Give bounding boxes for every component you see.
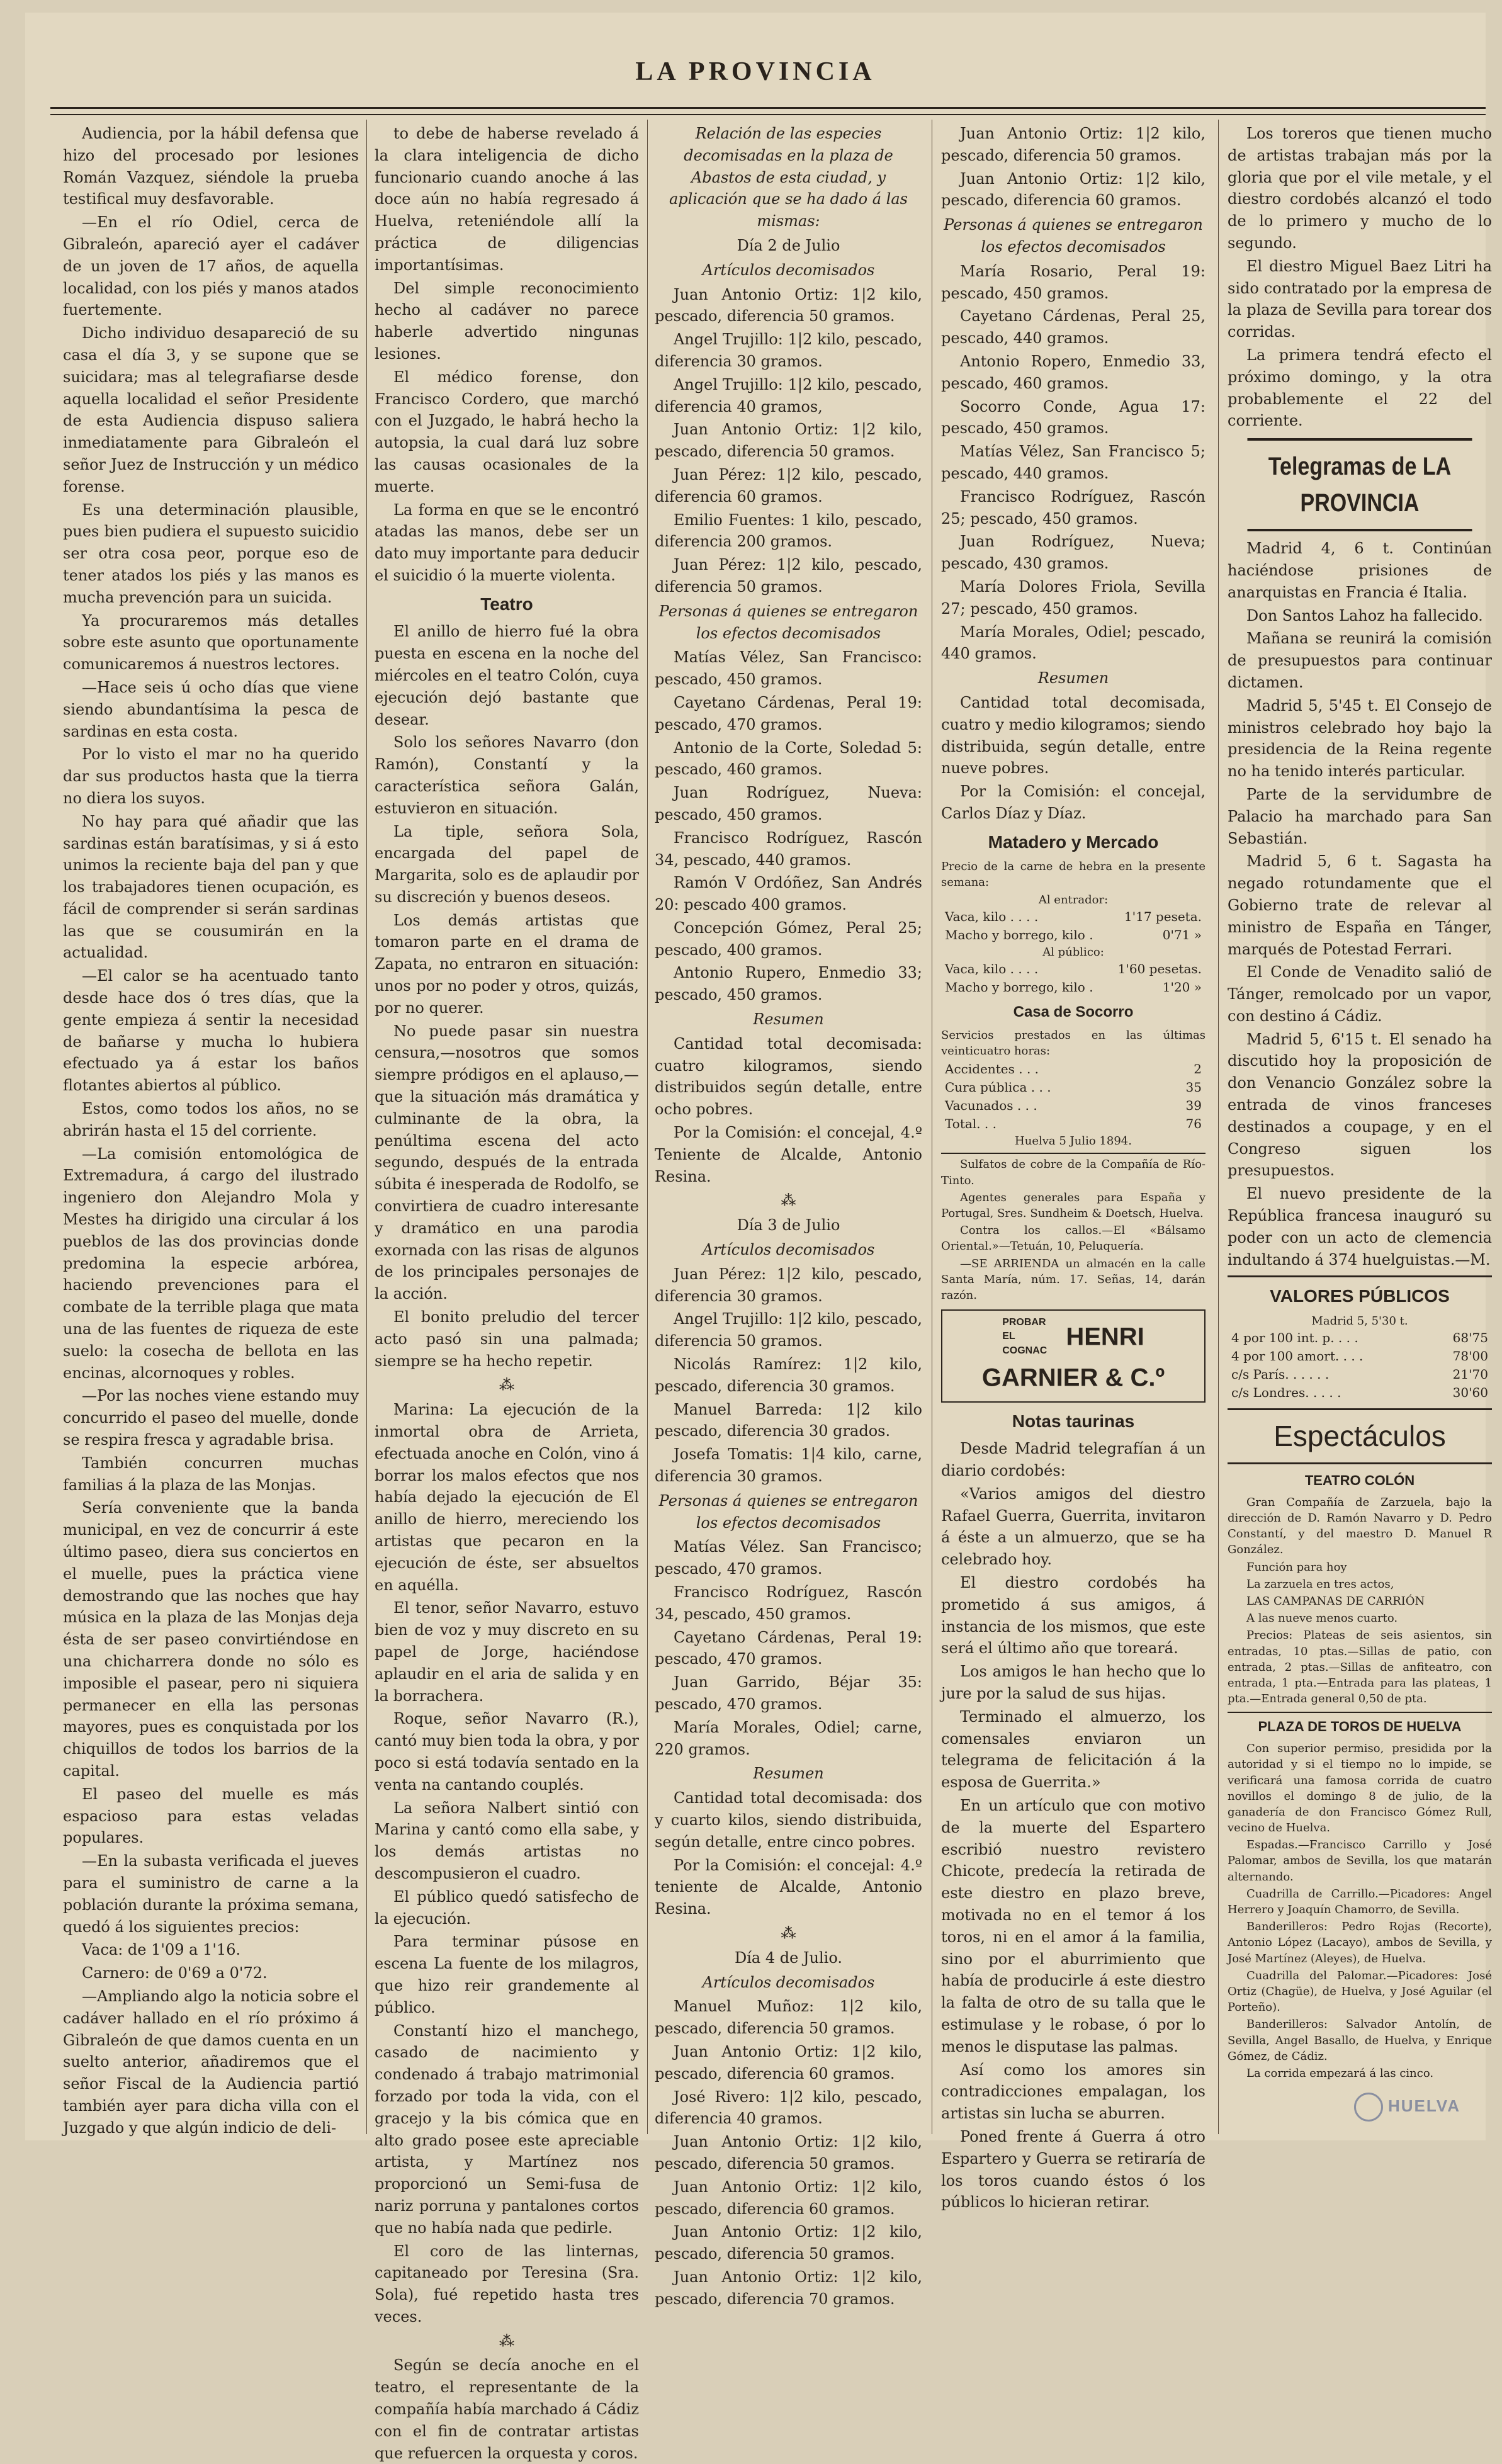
resumen-heading: Resumen xyxy=(753,1010,824,1029)
paragraph: Para terminar púsose en escena La fuente de los milagros, que hizo reir grandemente al público. xyxy=(375,1933,639,2016)
paragraph: Los toreros que tienen mucho de artistas trabajan más por la gloria que por el vile metale, y el diestro cordobés alcanzó el todo de lo primero y mucho de lo segundo. xyxy=(1228,125,1492,252)
table-cell: 1'60 pesetas. xyxy=(1117,961,1202,977)
decomisos-intro: Relación de las especies decomisadas en la plaza de Abastos de esta ciudad, y aplicación que se ha dado á las mismas: xyxy=(669,125,908,230)
paragraph: Angel Trujillo: 1|2 kilo, pescado, diferencia 50 gramos. xyxy=(655,1310,922,1350)
paragraph: Antonio de la Corte, Soledad 5: pescado, 460 gramos. xyxy=(655,738,922,779)
column-5 xyxy=(1228,123,1492,2125)
stamp-text: HUELVA xyxy=(1387,2096,1460,2115)
table-row xyxy=(1228,1384,1492,1402)
paragraph: Josefa Tomatis: 1|4 kilo, carne, diferencia 30 gramos. xyxy=(655,1445,922,1486)
table-cell: 35 xyxy=(1185,1080,1202,1095)
matadero-intro: Precio de la carne de hebra en la presente semana: xyxy=(941,860,1206,890)
paragraph: Concepción Gómez, Peral 25; pescado, 400 gramos. xyxy=(655,918,922,959)
separator-stars: ⁂ xyxy=(499,2332,514,2350)
paragraph: Juan Pérez: 1|2 kilo, pescado, diferencia 50 gramos. xyxy=(655,556,922,596)
valores-heading: VALORES PÚBLICOS xyxy=(1228,1275,1492,1309)
paragraph: Francisco Rodríguez, Rascón 25; pescado, 450 gramos. xyxy=(941,487,1206,528)
notas-taurinas xyxy=(941,1438,1206,2213)
paragraph: Con superior permiso, presidida por la autoridad y si el tiempo no lo impide, se verificará una famosa corrida de cuatro novillos el domingo 8 de julio, de la ganadería de don Francisco Gómez Rull, vecino de Huelva. xyxy=(1228,1742,1492,1835)
paragraph: El bonito preludio del tercer acto pasó sin una palmada; siempre se ha hecho repetir. xyxy=(375,1308,639,1370)
table-cell: 4 por 100 amort. . . . xyxy=(1231,1348,1364,1364)
paragraph: Juan Antonio Ortiz: 1|2 kilo, pescado, diferencia 50 gramos. xyxy=(655,285,922,325)
paragraph: Vaca: de 1'09 a 1'16. xyxy=(82,1941,241,1959)
matadero-heading: Matadero y Mercado xyxy=(988,832,1159,852)
paragraph: Los demás artistas que tomaron parte en el drama de Zapata, no entraron en situación: unos por no poder y otros, quizás, por no querer. xyxy=(375,911,639,1017)
paragraph: —SE ARRIENDA un almacén en la calle Santa María, núm. 17. Señas, 14, darán razón. xyxy=(941,1257,1206,1302)
plaza-lines xyxy=(1228,1741,1492,2081)
toreros-notes xyxy=(1228,123,1492,432)
matadero-table-entrador xyxy=(941,908,1206,944)
espectaculos-heading: Espectáculos xyxy=(1228,1408,1492,1464)
paragraph: Juan Rodríguez, Nueva; pescado, 430 gramos. xyxy=(941,533,1206,573)
day-heading: Día 2 de Julio xyxy=(737,236,840,254)
paragraph: María Morales, Odiel; carne, 220 gramos. xyxy=(655,1718,922,1758)
day2-persons xyxy=(655,647,922,1006)
paragraph: María Rosario, Peral 19: pescado, 450 gramos. xyxy=(941,262,1206,302)
comision-text: Por la Comisión: el concejal, 4.º Teniente de Alcalde, Antonio Resina. xyxy=(655,1124,922,1185)
table-cell: 2 xyxy=(1194,1061,1202,1077)
paragraph: La señora Nalbert sintió con Marina y cantó como ella sabe, y los demás artistas no descompusieron el cuadro. xyxy=(375,1799,639,1882)
paragraph: —Ampliando algo la noticia sobre el cadáver hallado en el río próximo á Gibraleón de que damos cuenta en un suelto anterior, añadiremos que el señor Fiscal de la Audiencia partió también ayer para dicha villa con el Juzgado y que algún indicio de deli- xyxy=(63,1987,359,2137)
paragraph: Constantí hizo el manchego, casado de nacimiento y condenado á trabajo matrimonial forzado por toda la vida, con el gracejo y la bis cómica que en alto grado posee este apreciable artista, y Martínez nos proporcionó un Semi-fusa de nariz porruna y pantalones cortos que no había nada que pedirle. xyxy=(375,2021,639,2237)
paragraph: Juan Antonio Ortiz: 1|2 kilo, pescado, diferencia 60 gramos. xyxy=(655,2042,922,2083)
compania-note xyxy=(375,2354,639,2464)
column-3 xyxy=(655,123,922,2308)
notas-heading: Notas taurinas xyxy=(1012,1411,1135,1431)
resumen-heading: Resumen xyxy=(753,1765,824,1783)
table-cell: Cura pública . . . xyxy=(945,1080,1051,1095)
socorro-heading: Casa de Socorro xyxy=(1013,1003,1134,1021)
day4-items-cont xyxy=(941,123,1206,212)
paragraph: Juan Garrido, Béjar 35: pescado, 470 gramos. xyxy=(655,1673,922,1713)
paragraph: Audiencia, por la hábil defensa que hizo del procesado por lesiones Román Vazquez, siéndole la prueba testifical muy desfavorable. xyxy=(63,125,359,208)
paragraph: —En la subasta verificada el jueves para el suministro de carne a la población durante la próxima semana, quedó á los siguientes precios: xyxy=(63,1852,359,1936)
matadero-table-publico xyxy=(941,960,1206,997)
paragraph: Es una determinación plausible, pues bien pudiera el supuesto suicidio ser otra cosa peor, porque eso de tener atados los piés y las manos es mucha prevención para un suicida. xyxy=(63,500,359,606)
paragraph: Emilio Fuentes: 1 kilo, pescado, diferencia 200 gramos. xyxy=(655,511,922,551)
paragraph: La zarzuela en tres actos, xyxy=(1246,1577,1394,1591)
paragraph: Por lo visto el mar no ha querido dar sus productos hasta que la tierra no diera los suyos. xyxy=(63,745,359,807)
column-divider xyxy=(647,120,648,2134)
paragraph: Carnero: de 0'69 a 0'72. xyxy=(82,1964,268,1982)
valores-date: Madrid 5, 5'30 t. xyxy=(1311,1314,1408,1328)
paragraph: José Rivero: 1|2 kilo, pescado, diferencia 40 gramos. xyxy=(655,2088,922,2128)
paragraph: Del simple reconocimiento hecho al cadáver no parece haberle advertido ningunas lesiones. xyxy=(375,279,639,363)
paragraph: El Conde de Venadito salió de Tánger, remolcado por un vapor, con destino á Cádiz. xyxy=(1228,963,1492,1025)
paragraph: Ramón V Ordóñez, San Andrés 20: pescado 400 gramos. xyxy=(655,874,922,914)
plaza-heading: PLAZA DE TOROS DE HUELVA xyxy=(1228,1712,1492,1737)
paragraph: —En el río Odiel, cerca de Gibraleón, apareció ayer el cadáver de un joven de 17 años, de aquella localidad, con los piés y manos atados fuertemente. xyxy=(63,213,359,319)
telegramas-heading: Telegramas de LA PROVINCIA xyxy=(1248,438,1472,531)
paragraph: No hay para qué añadir que las sardinas están baratísimas, y si á esto unimos la reciente baja del pan y que los trabajadores tienen ocupación, es fácil de comprender si serán sardinas las que se cousumirán en la actualidad. xyxy=(63,812,359,962)
paragraph: Terminado el almuerzo, los comensales enviaron un telegrama de felicitación á la esposa de Guerrita.» xyxy=(941,1707,1206,1792)
paragraph: Precios: Plateas de seis asientos, sin entradas, 10 ptas.—Sillas de patio, con entrada, 2 ptas.—Sillas de anfiteatro, con entrada, 1 pta.—Entrada para las plateas, 1 pta.—Entrada general 0,50 de pta. xyxy=(1228,1629,1492,1706)
table-row xyxy=(941,926,1206,944)
ad-brand: HENRI GARNIER & C.º xyxy=(981,1323,1165,1392)
paragraph: Contra los callos.—El «Bálsamo Oriental.»—Tetuán, 10, Peluquería. xyxy=(941,1224,1206,1253)
articulos-heading: Artículos decomisados xyxy=(702,1973,875,1991)
paragraph: Cuadrilla del Palomar.—Picadores: José Ortiz (Chagüe), de Huelva, y José Aguilar (el Porteño). xyxy=(1228,1969,1492,2015)
masthead: LA PROVINCIA xyxy=(635,57,876,86)
table-cell: Vaca, kilo . . . . xyxy=(945,961,1039,977)
paragraph: Matías Vélez, San Francisco: pescado, 450 gramos. xyxy=(655,648,922,689)
paragraph: Manuel Muñoz: 1|2 kilo, pescado, diferencia 50 gramos. xyxy=(655,1998,922,2038)
newspaper-page xyxy=(25,13,1492,2462)
paragraph: María Morales, Odiel; pescado, 440 gramos. xyxy=(941,623,1206,663)
table-cell: 1'17 peseta. xyxy=(1124,908,1202,924)
paragraph: El médico forense, don Francisco Cordero, que marchó con el Juzgado, le habrá hecho la autopsia, la cual dará luz sobre las causas ocasionales de la muerte. xyxy=(375,368,639,495)
table-row xyxy=(1228,1329,1492,1347)
table-row xyxy=(941,1115,1206,1133)
paragraph: El tenor, señor Navarro, estuvo bien de voz y muy discreto en su papel de Jorge, haciéndose aplaudir en el aria de salida y en la borrachera. xyxy=(375,1599,639,1705)
table-cell: 0'71 » xyxy=(1162,927,1202,942)
teatro-heading: Teatro xyxy=(480,594,533,614)
table-row xyxy=(941,978,1206,997)
cognac-ad xyxy=(941,1309,1206,1403)
teatro-colon-heading: TEATRO COLÓN xyxy=(1304,1472,1415,1488)
resumen-text: Cantidad total decomisada: cuatro kilogramos, siendo distribuidos según detalle, entre ocho pobres. xyxy=(655,1034,922,1119)
paragraph: Según se decía anoche en el teatro, el representante de la compañía había marchado á Cádiz con el fin de contratar artistas que refuercen la orquesta y coros. xyxy=(375,2356,639,2462)
table-cell: 4 por 100 int. p. . . . xyxy=(1231,1330,1358,1346)
separator-stars: ⁂ xyxy=(781,1924,796,1942)
valores-table xyxy=(1228,1329,1492,1402)
espectaculos-lines xyxy=(1228,1495,1492,1707)
paragraph: Francisco Rodríguez, Rascón 34, pescado, 440 gramos. xyxy=(655,828,922,869)
paragraph: —La comisión entomológica de Extremadura, á cargo del ilustrado ingeniero don Alejandro Mola y Mestes ha dirigido una circular á los pueblos de las dos provincias donde predomina la especie arbórea, haciendo prevenciones para el combate de la terrible plaga que mata una de las fuentes de riqueza de este suelo: la cosecha de bellota en las encinas, alcornoques y robles. xyxy=(63,1144,359,1382)
table-row xyxy=(941,960,1206,978)
paragraph: Francisco Rodríguez, Rascón 34, pescado, 450 gramos. xyxy=(655,1583,922,1623)
articulos-heading: Artículos decomisados xyxy=(702,1241,875,1259)
paragraph: A las nueve menos cuarto. xyxy=(1246,1612,1398,1625)
column-1 xyxy=(63,123,359,2137)
table-cell: Macho y borrego, kilo . xyxy=(945,927,1093,942)
day-heading: Día 4 de Julio. xyxy=(734,1948,843,1967)
paragraph: María Dolores Friola, Sevilla 27; pescado, 450 gramos. xyxy=(941,577,1206,618)
teatro-section xyxy=(375,621,639,1372)
paragraph: Mañana se reunirá la comisión de presupuestos para continuar dictamen. xyxy=(1228,630,1492,691)
table-cell: Total. . . xyxy=(945,1116,997,1132)
socorro-date: Huelva 5 Julio 1894. xyxy=(1015,1134,1132,1148)
paragraph: «Varios amigos del diestro Rafael Guerra, Guerrita, invitaron á éste a un almuerzo, que se ha celebrado hoy. xyxy=(941,1484,1206,1569)
paragraph: to debe de haberse revelado á la clara inteligencia de dicho funcionario cuando anoche á las doce aún no había regresado á Huelva, reteniéndole allí la práctica de diligencias importantísimas. xyxy=(375,125,639,274)
separator-stars: ⁂ xyxy=(781,1192,796,1210)
day2-items xyxy=(655,284,922,598)
paragraph: Parte de la servidumbre de Palacio ha marchado para San Sebastián. xyxy=(1228,785,1492,847)
paragraph: —Hace seis ú ocho días que viene siendo abundantísima la pesca de sardinas en esta costa. xyxy=(63,678,359,740)
archive-stamp xyxy=(1354,2093,1460,2122)
stamp-circle-icon xyxy=(1354,2093,1383,2122)
socorro-intro: Servicios prestados en las últimas veinticuatro horas: xyxy=(941,1028,1206,1058)
day3-persons xyxy=(655,1536,922,1760)
paragraph: El público quedó satisfecho de la ejecución. xyxy=(375,1887,639,1928)
marina-section xyxy=(375,1399,639,2327)
paragraph: Nicolás Ramírez: 1|2 kilo, pescado, diferencia 30 gramos. xyxy=(655,1355,922,1395)
paragraph: El coro de las linternas, capitaneado por Teresina (Sra. Sola), fué repetido hasta tres veces. xyxy=(375,2242,639,2326)
paragraph: Madrid 5, 6 t. Sagasta ha negado rotundamente que el Gobierno trate de relevar al ministro de España en Tánger, marqués de Potestad Ferrari. xyxy=(1228,852,1492,958)
personas-heading: Personas á quienes se entregaron los efectos decomisados xyxy=(944,216,1203,256)
resumen-heading: Resumen xyxy=(1037,669,1109,687)
separator-stars: ⁂ xyxy=(499,1376,514,1394)
paragraph: Juan Antonio Ortiz: 1|2 kilo, pescado, diferencia 70 gramos. xyxy=(655,2268,922,2308)
telegramas-section xyxy=(1228,538,1492,1270)
classified-ads xyxy=(941,1153,1206,1303)
header-rule xyxy=(50,107,1486,115)
paragraph: Dicho individuo desapareció de su casa el día 3, y se supone que se suicidara; mas al telegrafiarse desde aquella localidad el señor Presidente de esta Audiencia dispuso saliera inmediatamente para Gibraleón el señor Juez de Instrucción y un médico forense. xyxy=(63,324,359,495)
ad-probar: PROBAR EL COGNAC xyxy=(1002,1317,1047,1356)
day-heading: Día 3 de Julio xyxy=(737,1216,840,1235)
table-cell: 39 xyxy=(1185,1098,1202,1114)
paragraph: Gran Compañía de Zarzuela, bajo la dirección de D. Ramón Navarro y D. Pedro Constantí, y del maestro D. Manuel R González. xyxy=(1228,1495,1492,1557)
table-cell: Vaca, kilo . . . . xyxy=(945,908,1039,924)
paragraph: El diestro Miguel Baez Litri ha sido contratado por la empresa de la plaza de Sevilla para torear dos corridas. xyxy=(1228,257,1492,341)
al-publico-label: Al público: xyxy=(1042,945,1104,959)
paragraph: El nuevo presidente de la República francesa inauguró su poder con un acto de clemencia indultando á 374 huelguistas.—M. xyxy=(1228,1185,1492,1269)
table-cell: Accidentes . . . xyxy=(945,1061,1039,1077)
paragraph: No puede pasar sin nuestra censura,—nosotros que somos siempre pródigos en el aplauso,—que la situación más dramática y culminante de la obra, la penúltima escena del acto segundo, después de la entrada súbita é inesperada de Rodolfo, se convirtiera de cuadro interesante y dramático en una parodia exornada con las risas de algunos de los principales personajes de la acción. xyxy=(375,1022,639,1303)
paragraph: Angel Trujillo: 1|2 kilo, pescado, diferencia 40 gramos, xyxy=(655,375,922,415)
paragraph: Socorro Conde, Agua 17: pescado, 450 gramos. xyxy=(941,397,1206,438)
paragraph: Juan Antonio Ortiz: 1|2 kilo, pescado, diferencia 50 gramos. xyxy=(941,125,1206,164)
paragraph: Estos, como todos los años, no se abrirán hasta el 15 del corriente. xyxy=(63,1100,359,1139)
paragraph: Juan Antonio Ortiz: 1|2 kilo, pescado, diferencia 60 gramos. xyxy=(941,169,1206,210)
paragraph: En un artículo que con motivo de la muerte del Espartero escribió nuestro revistero Chicote, predecía la retirada de este diestro en plazo breve, motivada no en el temor á los toros, ni en el amor á la familia, sino por el aburrimiento que había de producirle á este diestro la falta de otro de su talla que le estimulase y le robase, ó por lo menos le disputase las palmas. xyxy=(941,1797,1206,2055)
personas-heading: Personas á quienes se entregaron los efectos decomisados xyxy=(658,1491,918,1532)
paragraph: Roque, señor Navarro (R.), cantó muy bien toda la obra, y por poco si está todavía sentado en la venta na cantando couplés. xyxy=(375,1710,639,1794)
column-divider xyxy=(366,120,367,2134)
paragraph: Poned frente á Guerra á otro Espartero y Guerra se retiraría de los toros cuando éstos ó los públicos lo hicieran retirar. xyxy=(941,2128,1206,2212)
paragraph: Juan Rodríguez, Nueva: pescado, 450 gramos. xyxy=(655,784,922,823)
al-entrador-label: Al entrador: xyxy=(1038,893,1109,907)
paragraph: El anillo de hierro fué la obra puesta en escena en la noche del miércoles en el teatro Colón, cuya ejecución dejó bastante que desear. xyxy=(375,623,639,728)
table-row xyxy=(1228,1365,1492,1384)
paragraph: La corrida empezará á las cinco. xyxy=(1246,2066,1434,2080)
column-4 xyxy=(941,123,1206,2212)
paragraph: Antonio Rupero, Enmedio 33; pescado, 450 gramos. xyxy=(655,964,922,1004)
paragraph: Banderilleros: Pedro Rojas (Recorte), Antonio López (Lacayo), ambos de Sevilla, y José Martínez (Aleyes), de Huelva. xyxy=(1228,1920,1492,1965)
paragraph: Juan Pérez: 1|2 kilo, pescado, diferencia 60 gramos. xyxy=(655,465,922,506)
table-row xyxy=(1228,1347,1492,1365)
table-cell: Macho y borrego, kilo . xyxy=(945,980,1093,995)
paragraph: Madrid 4, 6 t. Continúan haciéndose prisiones de anarquistas en Francia é Italia. xyxy=(1228,540,1492,601)
table-cell: 78'00 xyxy=(1452,1348,1488,1364)
table-row xyxy=(941,1078,1206,1097)
paragraph: La primera tendrá efecto el próximo domingo, y la otra probablemente el 22 del corriente. xyxy=(1228,346,1492,430)
paragraph: Madrid 5, 6'15 t. El senado ha discutido hoy la proposición de don Venancio González sobre la entrada de vinos franceses destinados a coupage, y en el Congreso siguen los presupuestos. xyxy=(1228,1030,1492,1180)
table-cell: c/s París. . . . . . xyxy=(1231,1367,1330,1382)
paragraph: La forma en que se le encontró atadas las manos, debe ser un dato muy importante para deducir el suicidio ó la muerte violenta. xyxy=(375,500,639,584)
paragraph: Matías Vélez, San Francisco 5; pescado, 440 gramos. xyxy=(941,443,1206,482)
paragraph: Juan Antonio Ortiz: 1|2 kilo, pescado, diferencia 50 gramos. xyxy=(655,2223,922,2263)
table-cell: 76 xyxy=(1185,1116,1202,1132)
comision-text: Por la Comisión: el concejal, Carlos Díaz y Díaz. xyxy=(941,783,1206,822)
table-row xyxy=(941,1060,1206,1078)
paragraph: Matías Vélez. San Francisco; pescado, 470 gramos. xyxy=(655,1538,922,1578)
paragraph: Los amigos le han hecho que lo jure por la salud de sus hijas. xyxy=(941,1663,1206,1703)
paragraph: Desde Madrid telegrafían á un diario cordobés: xyxy=(941,1440,1206,1480)
paragraph: Marina: La ejecución de la inmortal obra de Arrieta, efectuada anoche en Colón, vino á borrar los malos efectos que nos había dejado la ejecución de El anillo de hierro, mereciendo los artistas que pecaron en la ejecución de éste, ser absueltos en aquélla. xyxy=(375,1401,639,1594)
paragraph: Juan Antonio Ortiz: 1|2 kilo, pescado, diferencia 50 gramos. xyxy=(655,421,922,461)
paragraph: —Por las noches viene estando muy concurrido el paseo del muelle, donde se respira fresca y agradable brisa. xyxy=(63,1387,359,1449)
paragraph: Espadas.—Francisco Carrillo y José Palomar, ambos de Sevilla, los que matarán alternando. xyxy=(1228,1838,1492,1884)
paragraph: La tiple, señora Sola, encargada del papel de Margarita, solo es de aplaudir por su discreción y buenos deseos. xyxy=(375,822,639,906)
paragraph: Cayetano Cárdenas, Peral 19: pescado, 470 gramos. xyxy=(655,693,922,733)
column-2-intro xyxy=(375,123,639,587)
paragraph: Banderilleros: Salvador Antolín, de Sevilla, Angel Basallo, de Huelva, y Enrique Gómez, de Cádiz. xyxy=(1228,2018,1492,2063)
paragraph: Cayetano Cárdenas, Peral 19: pescado, 470 gramos. xyxy=(655,1628,922,1668)
paragraph: Agentes generales para España y Portugal, Sres. Sundheim & Doetsch, Huelva. xyxy=(941,1190,1206,1220)
table-row xyxy=(941,1097,1206,1115)
table-row xyxy=(941,908,1206,926)
resumen-text: Cantidad total decomisada: dos y cuarto kilos, siendo distribuida, según detalle, entre cinco pobres. xyxy=(655,1789,922,1851)
table-cell: 68'75 xyxy=(1452,1330,1488,1346)
paragraph: Madrid 5, 5'45 t. El Consejo de ministros celebrado hoy bajo la presidencia de la Reina regente no ha tenido interés particular. xyxy=(1228,696,1492,781)
paragraph: Don Santos Lahoz ha fallecido. xyxy=(1246,606,1483,624)
paragraph: Antonio Ropero, Enmedio 33, pescado, 460 gramos. xyxy=(941,352,1206,392)
paragraph: Función para hoy xyxy=(1246,1560,1347,1574)
personas-heading: Personas á quienes se entregaron los efectos decomisados xyxy=(658,602,918,642)
paragraph: Solo los señores Navarro (don Ramón), Constantí y la característica señora Galán, estuvieron en situación. xyxy=(375,733,639,817)
paragraph: Angel Trujillo: 1|2 kilo, pescado, diferencia 30 gramos. xyxy=(655,331,922,370)
day3-items xyxy=(655,1263,922,1488)
paragraph: Manuel Barreda: 1|2 kilo pescado, diferencia 30 grados. xyxy=(655,1400,922,1440)
resumen-text: Cantidad total decomisada, cuatro y medio kilogramos; siendo distribuida, según detalle, entre nueve pobres. xyxy=(941,693,1206,777)
paragraph: Sería conveniente que la banda municipal, en vez de concurrir á este último paseo, diera sus conciertos en el muelle, pues la práctica viene demostrando que las noches que hay música en la plaza de las Monjas deja ésta de ser paseo convirtiéndose en una chicharrera donde no sólo es imposible el pasear, pero ni siquiera permanecer en ella las personas mayores, pues es conquistada por los chiquillos de todos los barrios de la capital. xyxy=(63,1499,359,1780)
paragraph: Cayetano Cárdenas, Peral 25, pescado, 440 gramos. xyxy=(941,307,1206,348)
paragraph: LAS CAMPANAS DE CARRIÓN xyxy=(1246,1594,1425,1608)
paragraph: Así como los amores sin contradicciones empalagan, los artistas sin lucha se aburren. xyxy=(941,2060,1206,2123)
column-2 xyxy=(375,123,639,2462)
paragraph: Juan Pérez: 1|2 kilo, pescado, diferencia 30 gramos. xyxy=(655,1265,922,1305)
socorro-table xyxy=(941,1060,1206,1133)
table-cell: Vacunados . . . xyxy=(945,1098,1037,1114)
table-cell: 1'20 » xyxy=(1162,980,1202,995)
day4-items xyxy=(655,1996,922,2310)
column-divider xyxy=(1218,120,1219,2134)
table-cell: 30'60 xyxy=(1452,1385,1488,1401)
paragraph: El diestro cordobés ha prometido á sus amigos, á instancia de los mismos, que este será el último año que toreará. xyxy=(941,1574,1206,1658)
articulos-heading: Artículos decomisados xyxy=(702,261,875,279)
paragraph: Juan Antonio Ortiz: 1|2 kilo, pescado, diferencia 60 gramos. xyxy=(655,2178,922,2218)
paragraph: Sulfatos de cobre de la Compañía de Río-Tinto. xyxy=(941,1158,1206,1187)
comision-text: Por la Comisión: el concejal: 4.º teniente de Alcalde, Antonio Resina. xyxy=(655,1856,922,1918)
day4-persons xyxy=(941,261,1206,665)
paragraph: El paseo del muelle es más espacioso para estas veladas populares. xyxy=(63,1785,359,1847)
table-cell: c/s Londres. . . . . xyxy=(1231,1385,1341,1401)
paragraph: —El calor se ha acentuado tanto desde hace dos ó tres días, que la gente empieza á sentir la necesidad de bañarse y mucha lo hubiera efectuado ya á estar los baños flotantes abiertos al público. xyxy=(63,967,359,1095)
paragraph: Ya procuraremos más detalles sobre este asunto que oportunamente comunicaremos á nuestros lectores. xyxy=(63,611,359,674)
table-cell: 21'70 xyxy=(1452,1367,1488,1382)
paragraph: También concurren muchas familias á la plaza de las Monjas. xyxy=(63,1454,359,1494)
paragraph: Juan Antonio Ortiz: 1|2 kilo, pescado, diferencia 50 gramos. xyxy=(655,2133,922,2173)
paragraph: Cuadrilla de Carrillo.—Picadores: Angel Herrero y Joaquín Chamorro, de Sevilla. xyxy=(1228,1887,1492,1917)
